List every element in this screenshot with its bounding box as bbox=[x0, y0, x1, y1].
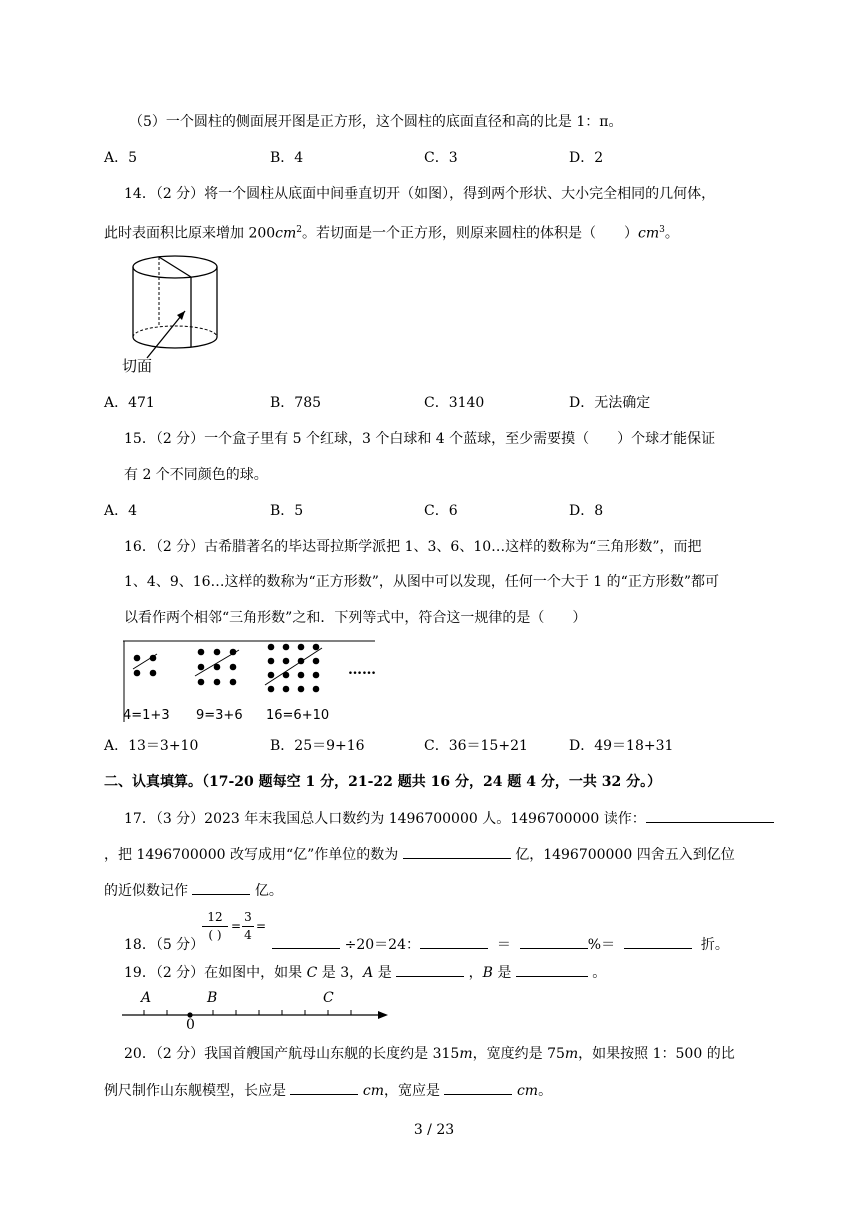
q14-line1: 14．（2 分）将一个圆柱从底面中间垂直切开（如图），得到两个形状、大小完全相同的几何体， bbox=[124, 186, 716, 202]
q18-frac2-den: 4 bbox=[244, 928, 252, 942]
number-line bbox=[122, 1008, 392, 1022]
q18-blank-1[interactable] bbox=[272, 934, 340, 949]
q13-option-d: D．2 bbox=[569, 150, 604, 166]
q15-line1: 15．（2 分）一个盒子里有 5 个红球，3 个白球和 4 个蓝球，至少需要摸（ ）个球才能保证 bbox=[124, 431, 716, 447]
q14-option-d: D．无法确定 bbox=[569, 395, 651, 411]
q13-option-a: A．5 bbox=[104, 150, 138, 166]
cylinder-figure bbox=[125, 253, 225, 353]
q20-line1: 20．（2 分）我国首艘国产航母山东舰的长度约是 315m，宽度约是 75m，如果按照 1：500 的比 bbox=[124, 1046, 735, 1062]
q15-option-a: A．4 bbox=[104, 503, 138, 519]
q18-blank-3[interactable] bbox=[520, 934, 588, 949]
dot-ellipsis: …… bbox=[348, 662, 376, 678]
q15-line2: 有 2 个不同颜色的球。 bbox=[124, 467, 268, 483]
q20-blank-1[interactable] bbox=[290, 1080, 358, 1095]
q16-option-c: C．36＝15+21 bbox=[424, 738, 528, 754]
q20-line2: 例尺制作山东舰模型，长应是 cm，宽应是 cm。 bbox=[104, 1080, 552, 1101]
q17-line1: 17．（3 分）2023 年末我国总人口数约为 1496700000 人。1496700000 读作： bbox=[124, 808, 774, 829]
q14-line2: 此时表面积比原来增加 $200cm^2$。若切面是一个正方形，则原来圆柱的体积是（ ）$cm^3$。 bbox=[104, 225, 679, 242]
section-2-heading: 二、认真填算。（17-20 题每空 1 分，21-22 题共 16 分，24 题 4 分，一共 32 分。） bbox=[104, 774, 662, 790]
q18-line: 18．（5 分） ÷20＝24： ＝ %＝ 折。 bbox=[124, 934, 729, 955]
q16-option-b: B．25＝9+16 bbox=[270, 738, 365, 754]
q17-line3: 的近似数记作 亿。 bbox=[104, 880, 283, 901]
q20-blank-2[interactable] bbox=[444, 1080, 512, 1095]
axis-label-c: C bbox=[323, 990, 334, 1006]
q16-line3: 以看作两个相邻“三角形数”之和．下列等式中，符合这一规律的是（ ） bbox=[124, 610, 587, 626]
q18-frac1-bar bbox=[202, 926, 228, 927]
q18-eq1: = bbox=[231, 919, 242, 933]
axis-zero-label: 0 bbox=[186, 1017, 195, 1033]
cut-face-label: 切面 bbox=[122, 357, 153, 375]
q19-blank-1[interactable] bbox=[396, 962, 464, 977]
q15-option-d: D．8 bbox=[569, 503, 604, 519]
q19-blank-2[interactable] bbox=[516, 962, 588, 977]
q17-blank-2[interactable] bbox=[403, 844, 511, 859]
q13-option-b: B．4 bbox=[270, 150, 304, 166]
q16-line1: 16．（2 分）古希腊著名的毕达哥拉斯学派把 1、3、6、10…这样的数称为“三角形数”，而把 bbox=[124, 539, 702, 555]
q15-option-b: B．5 bbox=[270, 503, 304, 519]
q13-option-c: C．3 bbox=[424, 150, 458, 166]
q13-item5: （5）一个圆柱的侧面展开图是正方形，这个圆柱的底面直径和高的比是 1：π。 bbox=[129, 114, 623, 130]
q17-blank-1[interactable] bbox=[646, 808, 774, 823]
dot-caption-1: 4=1+3 bbox=[123, 708, 170, 723]
dot-caption-2: 9=3+6 bbox=[196, 708, 243, 723]
q18-blank-4[interactable] bbox=[624, 934, 692, 949]
axis-label-b: B bbox=[207, 990, 218, 1006]
q17-line2: ，把 1496700000 改写成用“亿”作单位的数为 亿，1496700000 四舍五入到亿位 bbox=[104, 844, 735, 865]
q18-frac2-bar bbox=[242, 926, 254, 927]
q18-eq2: = bbox=[256, 919, 267, 933]
q16-option-d: D．49＝18+31 bbox=[569, 738, 674, 754]
q14-option-c: C．3140 bbox=[424, 395, 485, 411]
q16-line2: 1、4、9、16…这样的数称为“正方形数”，从图中可以发现，任何一个大于 1 的“正方形数”都可 bbox=[124, 574, 719, 590]
page-number: 3 / 23 bbox=[413, 1122, 455, 1138]
q15-option-c: C．6 bbox=[424, 503, 458, 519]
q18-frac1-num: 12 bbox=[207, 910, 223, 924]
q18-frac2-num: 3 bbox=[244, 910, 252, 924]
dot-caption-3: 16=6+10 bbox=[266, 708, 330, 723]
q14-option-b: B．785 bbox=[270, 395, 322, 411]
axis-label-a: A bbox=[141, 990, 152, 1006]
q17-blank-3[interactable] bbox=[192, 880, 250, 895]
q19-line: 19．（2 分）在如图中，如果 C 是 3，A 是 ，B 是 。 bbox=[124, 962, 606, 983]
q18-frac1-den: ( ) bbox=[208, 928, 222, 942]
q18-blank-2[interactable] bbox=[420, 934, 488, 949]
q16-option-a: A．13＝3+10 bbox=[104, 738, 199, 754]
q14-option-a: A．471 bbox=[104, 395, 155, 411]
